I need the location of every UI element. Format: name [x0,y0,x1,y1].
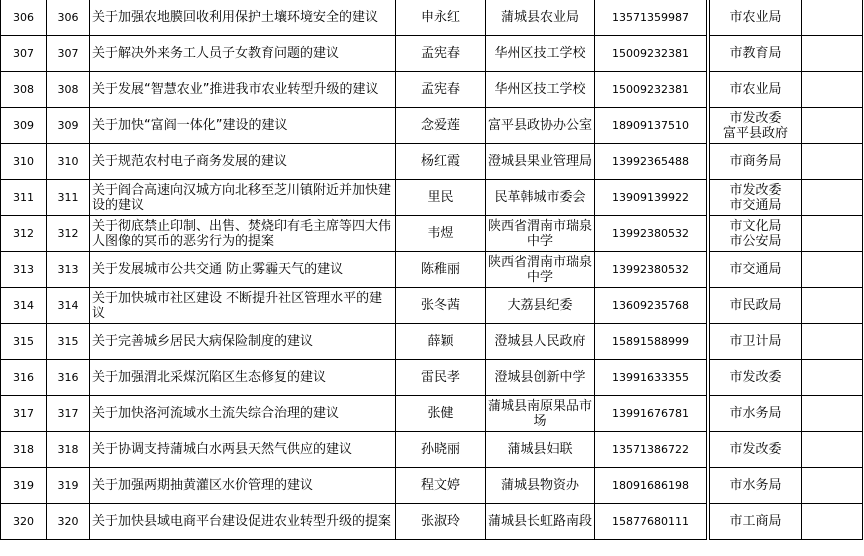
handling-department-cell[interactable]: 市文化局 市公安局 [710,216,802,252]
table-row[interactable] [1,360,863,396]
empty-cell[interactable] [802,504,863,540]
serial-number-cell[interactable]: 318 [47,432,90,468]
serial-number-cell[interactable]: 314 [47,288,90,324]
row-number-cell[interactable]: 320 [1,504,47,540]
work-unit-cell[interactable]: 陕西省渭南市瑞泉中学 [486,252,595,288]
phone-cell[interactable]: 18091686198 [595,468,707,504]
proposer-name-cell[interactable]: 雷民孝 [396,360,486,396]
proposer-name-cell[interactable]: 孟宪春 [396,72,486,108]
row-number-cell[interactable]: 308 [1,72,47,108]
phone-cell[interactable]: 13571386722 [595,432,707,468]
empty-cell[interactable] [802,468,863,504]
proposer-name-cell[interactable]: 杨红霞 [396,144,486,180]
handling-department-cell[interactable]: 市发改委 [710,432,802,468]
proposal-title-cell[interactable]: 关于完善城乡居民大病保险制度的建议 [90,324,396,360]
table-row[interactable] [1,396,863,432]
row-number-cell[interactable]: 313 [1,252,47,288]
serial-number-cell[interactable]: 317 [47,396,90,432]
table-body [1,0,863,540]
handling-department-cell[interactable]: 市农业局 [710,0,802,36]
proposal-title-cell[interactable]: 关于协调支持蒲城白水两县天然气供应的建议 [90,432,396,468]
proposal-title-cell[interactable]: 关于加强渭北采煤沉陷区生态修复的建议 [90,360,396,396]
work-unit-cell[interactable]: 华州区技工学校 [486,36,595,72]
handling-department-cell[interactable]: 市农业局 [710,72,802,108]
row-number-cell[interactable]: 314 [1,288,47,324]
proposer-name-cell[interactable]: 念爱莲 [396,108,486,144]
proposal-title-cell[interactable]: 关于加强农地膜回收利用保护土壤环境安全的建议 [90,0,396,36]
work-unit-cell[interactable]: 大荔县纪委 [486,288,595,324]
handling-department-cell[interactable]: 市交通局 [710,252,802,288]
empty-cell[interactable] [802,108,863,144]
serial-number-cell[interactable]: 306 [47,0,90,36]
handling-department-cell[interactable]: 市水务局 [710,468,802,504]
serial-number-cell[interactable]: 308 [47,72,90,108]
phone-cell[interactable]: 13992365488 [595,144,707,180]
proposer-name-cell[interactable]: 孟宪春 [396,36,486,72]
proposer-name-cell[interactable]: 陈稚丽 [396,252,486,288]
handling-department-cell[interactable]: 市卫计局 [710,324,802,360]
work-unit-cell[interactable]: 陕西省渭南市瑞泉中学 [486,216,595,252]
handling-department-cell[interactable]: 市工商局 [710,504,802,540]
proposer-name-cell[interactable]: 张健 [396,396,486,432]
work-unit-cell[interactable]: 蒲城县农业局 [486,0,595,36]
proposer-name-cell[interactable]: 韦煜 [396,216,486,252]
proposer-name-cell[interactable]: 孙晓丽 [396,432,486,468]
row-number-cell[interactable]: 315 [1,324,47,360]
phone-cell[interactable]: 13992380532 [595,252,707,288]
work-unit-cell[interactable]: 蒲城县长虹路南段 [486,504,595,540]
work-unit-cell[interactable]: 民革韩城市委会 [486,180,595,216]
empty-cell[interactable] [802,432,863,468]
table-row[interactable] [1,504,863,540]
row-number-cell[interactable]: 309 [1,108,47,144]
table-row[interactable] [1,216,863,252]
phone-cell[interactable]: 13991676781 [595,396,707,432]
table-row[interactable] [1,252,863,288]
empty-cell[interactable] [802,252,863,288]
phone-cell[interactable]: 18909137510 [595,108,707,144]
proposal-title-cell[interactable]: 关于解决外来务工人员子女教育问题的建议 [90,36,396,72]
table-row[interactable] [1,288,863,324]
proposer-name-cell[interactable]: 申永红 [396,0,486,36]
proposal-title-cell[interactable]: 关于彻底禁止印制、出售、焚烧印有毛主席等四大伟人图像的冥币的恶劣行为的提案 [90,216,396,252]
serial-number-cell[interactable]: 313 [47,252,90,288]
empty-cell[interactable] [802,360,863,396]
table-row[interactable] [1,72,863,108]
work-unit-cell[interactable]: 华州区技工学校 [486,72,595,108]
work-unit-cell[interactable]: 澄城县果业管理局 [486,144,595,180]
proposal-title-cell[interactable]: 关于加快城市社区建设 不断提升社区管理水平的建议 [90,288,396,324]
table-row[interactable] [1,468,863,504]
table-row[interactable] [1,144,863,180]
serial-number-cell[interactable]: 315 [47,324,90,360]
serial-number-cell[interactable]: 312 [47,216,90,252]
work-unit-cell[interactable]: 澄城县创新中学 [486,360,595,396]
work-unit-cell[interactable]: 蒲城县南原果品市场 [486,396,595,432]
proposal-title-cell[interactable]: 关于加强两期抽黄灌区水价管理的建议 [90,468,396,504]
proposal-title-cell[interactable]: 关于加快洛河流域水土流失综合治理的建议 [90,396,396,432]
row-number-cell[interactable]: 307 [1,36,47,72]
serial-number-cell[interactable]: 316 [47,360,90,396]
handling-department-cell[interactable]: 市发改委 富平县政府 [710,108,802,144]
phone-cell[interactable]: 13909139922 [595,180,707,216]
empty-cell[interactable] [802,36,863,72]
phone-cell[interactable]: 13991633355 [595,360,707,396]
handling-department-cell[interactable]: 市水务局 [710,396,802,432]
serial-number-cell[interactable]: 309 [47,108,90,144]
table-row[interactable] [1,432,863,468]
phone-cell[interactable]: 13992380532 [595,216,707,252]
proposer-name-cell[interactable]: 张冬茜 [396,288,486,324]
empty-cell[interactable] [802,0,863,36]
table-row[interactable] [1,0,863,36]
work-unit-cell[interactable]: 富平县政协办公室 [486,108,595,144]
proposer-name-cell[interactable]: 里民 [396,180,486,216]
serial-number-cell[interactable]: 311 [47,180,90,216]
proposal-title-cell[interactable]: 关于发展“智慧农业”推进我市农业转型升级的建议 [90,72,396,108]
table-row[interactable] [1,36,863,72]
proposer-name-cell[interactable]: 程文婷 [396,468,486,504]
serial-number-cell[interactable]: 320 [47,504,90,540]
table-row[interactable] [1,180,863,216]
empty-cell[interactable] [802,396,863,432]
handling-department-cell[interactable]: 市商务局 [710,144,802,180]
row-number-cell[interactable]: 310 [1,144,47,180]
table-row[interactable] [1,108,863,144]
proposal-title-cell[interactable]: 关于阎合高速向汉城方向北移至芝川镇附近并加快建设的建议 [90,180,396,216]
work-unit-cell[interactable]: 蒲城县妇联 [486,432,595,468]
work-unit-cell[interactable]: 蒲城县物资办 [486,468,595,504]
serial-number-cell[interactable]: 307 [47,36,90,72]
handling-department-cell[interactable]: 市民政局 [710,288,802,324]
serial-number-cell[interactable]: 310 [47,144,90,180]
empty-cell[interactable] [802,288,863,324]
empty-cell[interactable] [802,324,863,360]
row-number-cell[interactable]: 316 [1,360,47,396]
empty-cell[interactable] [802,216,863,252]
proposal-title-cell[interactable]: 关于加快县域电商平台建设促进农业转型升级的提案 [90,504,396,540]
phone-cell[interactable]: 15009232381 [595,36,707,72]
phone-cell[interactable]: 15891588999 [595,324,707,360]
empty-cell[interactable] [802,180,863,216]
work-unit-cell[interactable]: 澄城县人民政府 [486,324,595,360]
proposer-name-cell[interactable]: 张淑玲 [396,504,486,540]
row-number-cell[interactable]: 319 [1,468,47,504]
phone-cell[interactable]: 15009232381 [595,72,707,108]
handling-department-cell[interactable]: 市教育局 [710,36,802,72]
row-number-cell[interactable]: 318 [1,432,47,468]
row-number-cell[interactable]: 311 [1,180,47,216]
empty-cell[interactable] [802,144,863,180]
phone-cell[interactable]: 13609235768 [595,288,707,324]
table-row[interactable] [1,324,863,360]
serial-number-cell[interactable]: 319 [47,468,90,504]
phone-cell[interactable]: 13571359987 [595,0,707,36]
proposer-name-cell[interactable]: 薛颖 [396,324,486,360]
proposal-title-cell[interactable]: 关于规范农村电子商务发展的建议 [90,144,396,180]
row-number-cell[interactable]: 312 [1,216,47,252]
handling-department-cell[interactable]: 市发改委 市交通局 [710,180,802,216]
handling-department-cell[interactable]: 市发改委 [710,360,802,396]
empty-cell[interactable] [802,72,863,108]
row-number-cell[interactable]: 306 [1,0,47,36]
phone-cell[interactable]: 15877680111 [595,504,707,540]
proposal-title-cell[interactable]: 关于发展城市公共交通 防止雾霾天气的建议 [90,252,396,288]
row-number-cell[interactable]: 317 [1,396,47,432]
proposal-title-cell[interactable]: 关于加快“富阎一体化”建设的建议 [90,108,396,144]
